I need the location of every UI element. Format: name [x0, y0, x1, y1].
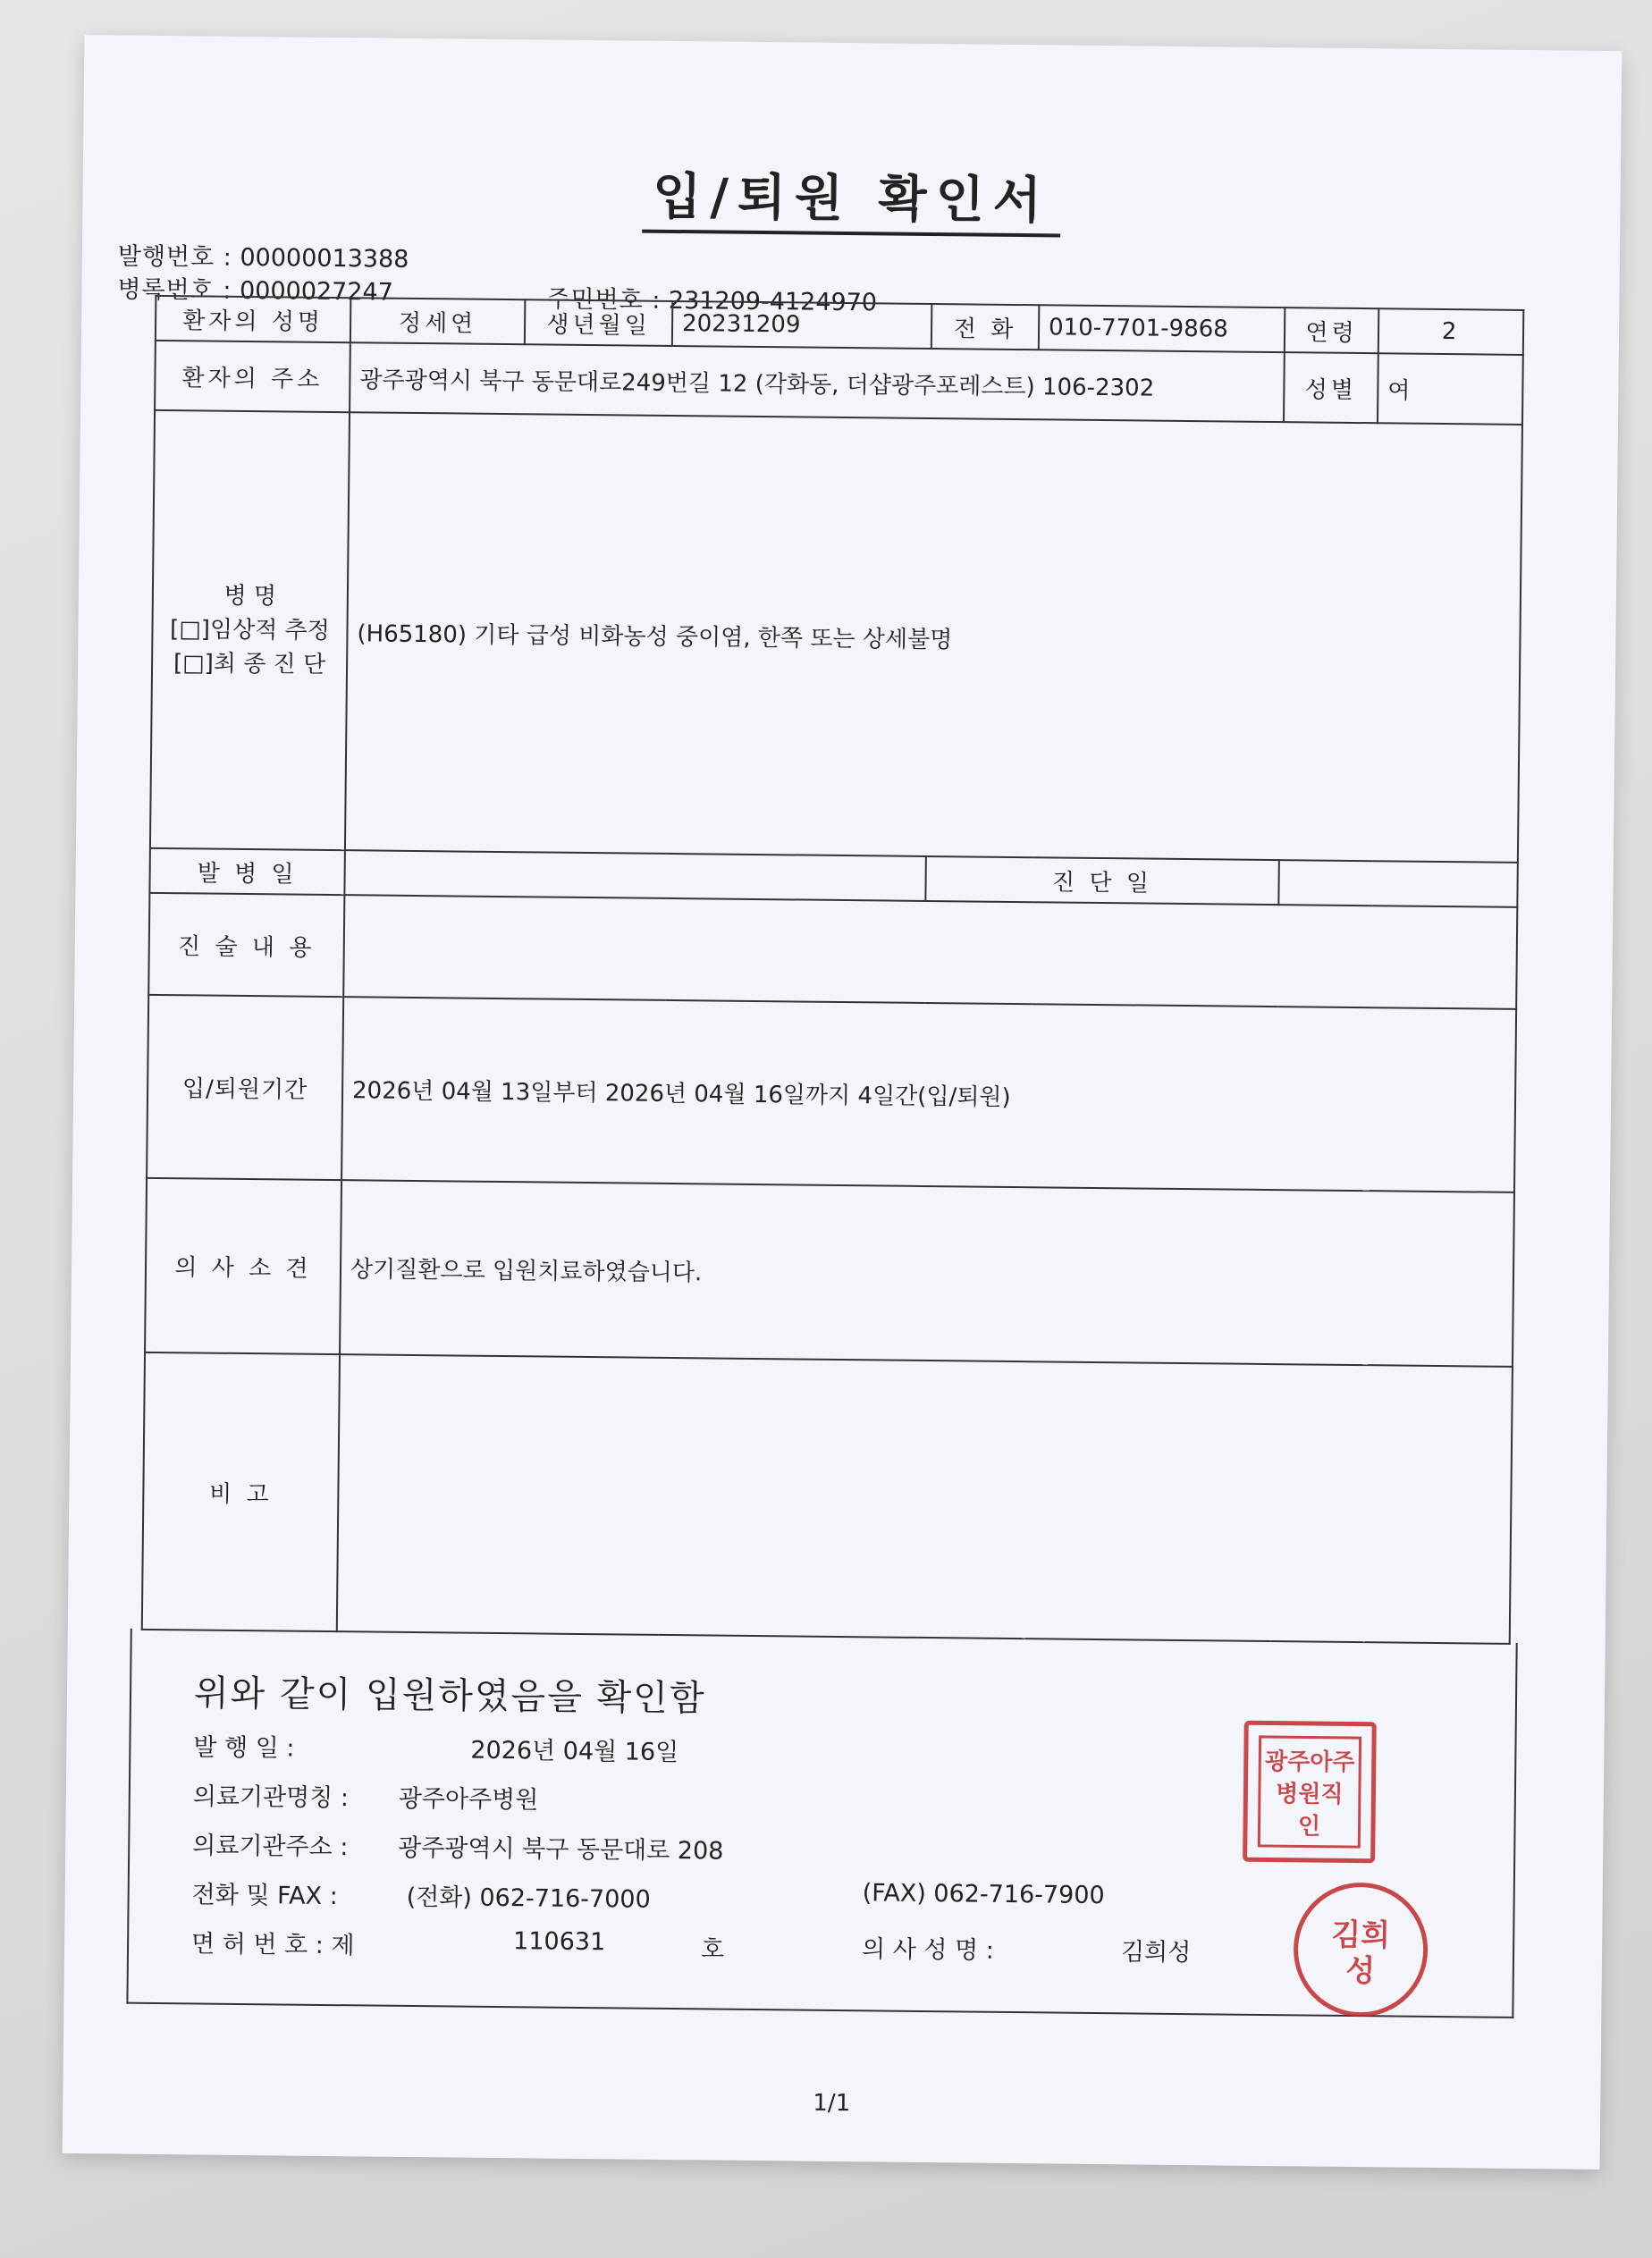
remarks-row — [142, 1352, 1513, 1644]
document-title — [82, 151, 1621, 239]
hospital-seal — [1243, 1721, 1377, 1864]
remarks-value — [337, 1354, 1513, 1644]
phone-fax-row — [191, 1875, 338, 1911]
record-number-value: 0000027247 — [239, 276, 394, 307]
diagnosis-date-label: 진 단 일 — [925, 856, 1279, 905]
issue-number-value: 00000013388 — [240, 243, 409, 274]
statement-label: 진 술 내 용 — [148, 893, 344, 997]
opinion-label: 의 사 소 견 — [145, 1178, 341, 1354]
sex-label: 성별 — [1284, 352, 1378, 423]
institution-address-value: 광주광역시 북구 동문대로 208 — [398, 1833, 724, 1866]
hospital-fax: (FAX) 062-716-7900 — [862, 1879, 1105, 1910]
confirmation-box — [126, 1629, 1517, 2018]
period-label: 입/퇴원기간 — [147, 995, 343, 1180]
address-value: 광주광역시 북구 동문대로249번길 12 (각화동, 더샵광주포레스트) 106-2302 — [350, 342, 1285, 422]
patient-name-label: 환자의 성명 — [156, 296, 351, 342]
phone-fax-label: 전화 및 FAX : — [191, 1881, 338, 1911]
clinical-estimate-checkbox[interactable]: [□]임상적 추정 — [169, 616, 330, 645]
record-number-label: 병록번호 : — [117, 275, 232, 305]
address-label: 환자의 주소 — [155, 341, 350, 412]
license-number: 110631 — [512, 1927, 606, 1957]
birth-value: 20231209 — [672, 301, 932, 349]
sex-value: 여 — [1378, 353, 1523, 425]
phone-label: 전 화 — [931, 304, 1040, 350]
hospital-phone: (전화) 062-716-7000 — [406, 1883, 651, 1914]
age-value: 2 — [1378, 308, 1524, 355]
confirmation-statement: 위와 같이 입원하였음을 확인함 — [193, 1672, 706, 1720]
license-suffix: 호 — [700, 1935, 725, 1964]
issue-date-row — [193, 1727, 294, 1763]
age-label: 연령 — [1285, 308, 1379, 353]
patient-form-table — [141, 295, 1525, 1645]
institution-value: 광주아주병원 — [398, 1784, 539, 1815]
onset-label: 발 병 일 — [149, 848, 345, 895]
diagnosis-text: (H65180) 기타 급성 비화농성 중이염, 한쪽 또는 상세불명 — [345, 412, 1522, 863]
opinion-value: 상기질환으로 입원치료하였습니다. — [340, 1180, 1514, 1367]
institution-address-label: 의료기관주소 : — [192, 1832, 349, 1862]
issue-number-label: 발행번호 : — [117, 242, 233, 272]
issue-date-label: 발 행 일 : — [193, 1733, 295, 1763]
institution-row — [193, 1776, 350, 1813]
statement-value — [343, 895, 1517, 1009]
page-number: 1/1 — [813, 2089, 851, 2118]
institution-label: 의료기관명칭 : — [192, 1782, 350, 1813]
document-page — [63, 35, 1622, 2170]
svg-text:성: 성 — [1345, 1952, 1376, 1990]
statement-row — [148, 893, 1517, 1009]
doctor-seal-graphic — [1306, 1896, 1414, 2004]
svg-text:병원직: 병원직 — [1276, 1781, 1344, 1808]
period-row — [147, 995, 1516, 1192]
diagnosis-date-value — [1278, 860, 1518, 907]
onset-value — [344, 850, 925, 901]
resident-number-value: 231209-4124970 — [668, 286, 878, 317]
document-title-text: 입/퇴원 확인서 — [642, 168, 1061, 238]
doctor-name: 김희성 — [1120, 1938, 1192, 1967]
svg-text:광주아주: 광주아주 — [1264, 1748, 1355, 1777]
phone-value: 010-7701-9868 — [1039, 305, 1285, 352]
remarks-label: 비 고 — [142, 1352, 340, 1631]
svg-text:인: 인 — [1297, 1813, 1321, 1841]
resident-number-label: 주민번호 : — [546, 285, 662, 315]
license-label: 면 허 번 호 : 제 — [190, 1930, 355, 1960]
issue-number — [118, 236, 409, 274]
diagnosis-label: 병 명 — [223, 582, 277, 611]
patient-name: 정세연 — [350, 298, 526, 344]
doctor-name-label: 의 사 성 명 : — [861, 1935, 994, 1965]
diagnosis-row — [150, 410, 1522, 863]
opinion-row — [145, 1178, 1514, 1367]
period-value: 2026년 04월 13일부터 2026년 04월 16일까지 4일간(입/퇴원) — [341, 997, 1516, 1192]
license-row — [191, 1924, 355, 1960]
issue-date-value: 2026년 04월 16일 — [470, 1736, 679, 1767]
svg-text:김희: 김희 — [1331, 1917, 1391, 1954]
doctor-seal — [1293, 1882, 1429, 2018]
final-diagnosis-checkbox[interactable]: [□]최 종 진 단 — [173, 650, 326, 678]
institution-address-row — [192, 1825, 349, 1862]
hospital-seal-graphic — [1255, 1733, 1363, 1850]
diagnosis-header — [150, 410, 350, 850]
birth-label: 생년월일 — [525, 299, 673, 346]
